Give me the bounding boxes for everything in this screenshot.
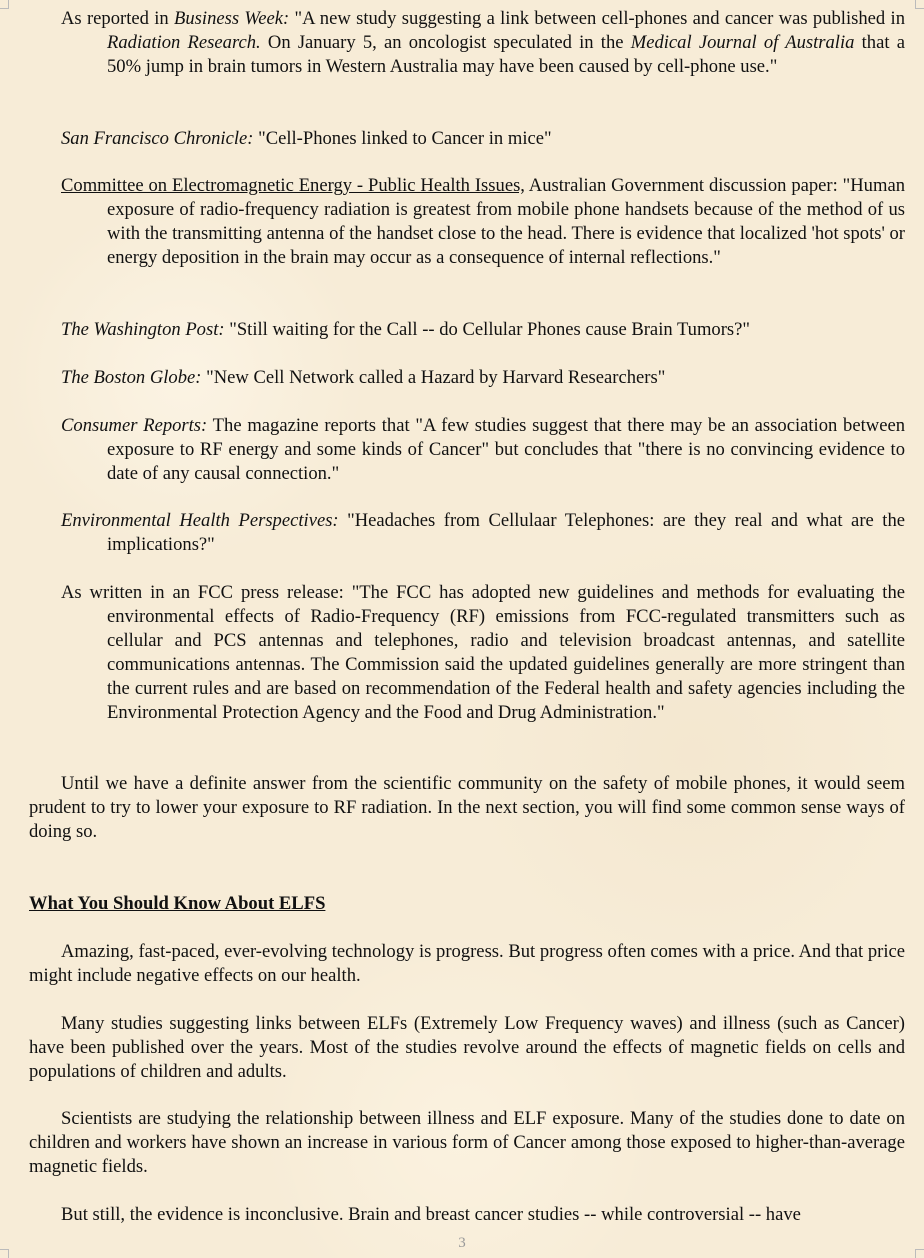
body-paragraph: [29, 1203, 905, 1227]
body-paragraph: [29, 940, 905, 988]
paragraph-text: Amazing, fast-paced, ever-evolving technology is progress. But progress often comes with a price. And that price might include negative effects on our health.: [29, 941, 905, 986]
quote-text: The magazine reports that "A few studies suggest that there may be an association between exposure to RF energy and some kinds of Cancer" but concludes that "there is no convincing evidence to date of any causal connection.": [107, 415, 905, 484]
paragraph-text: Many studies suggesting links between ELFs (Extremely Low Frequency waves) and illness (such as Cancer) have been published over the years. Most of the studies revolve around the effects of magnetic fields on cells and populations of children and adults.: [29, 1013, 905, 1082]
body-paragraph: [29, 1012, 905, 1084]
heading-text: What You Should Know About ELFS: [29, 893, 326, 914]
paragraph-text: Scientists are studying the relationship between illness and ELF exposure. Many of the studies done to date on children and workers have shown an increase in various form of Cancer among those exposed to higher-than-average magnetic fields.: [29, 1108, 905, 1177]
page-corner-mark: [915, 0, 924, 9]
quote-boston-globe: [29, 366, 905, 390]
quote-fcc: [29, 581, 905, 725]
quote-text: As reported in: [61, 8, 175, 29]
page-number: 3: [458, 1235, 466, 1251]
quote-text: "A new study suggesting a link between cell-phones and cancer was published in: [289, 8, 905, 29]
body-paragraph: [29, 1107, 905, 1179]
quote-source: Environmental Health Perspectives:: [61, 510, 339, 531]
quote-business-week: [29, 7, 905, 79]
quote-source: San Francisco Chronicle:: [61, 128, 254, 149]
quote-text: As written in an FCC press release: "The FCC has adopted new guidelines and methods for evaluating the environmental effects of Radio-Frequency (RF) emissions from FCC-regulated transmitters such as cellular and PCS antennas and telephones, radio and television broadcast antennas, and satellite communications antennas. The Commission said the updated guidelines generally are more stringent than the current rules and are based on recommendation of the Federal health and safety agencies including the Environmental Protection Agency and the Food and Drug Administration.": [61, 582, 905, 723]
quote-text: that a 50% jump in brain tumors in Western Australia may have been caused by cell-phone use.": [107, 32, 905, 77]
quote-source: The Boston Globe:: [61, 367, 202, 388]
quote-text: "Headaches from Cellulaar Telephones: are they real and what are the implications?": [107, 510, 905, 555]
quote-source: Medical Journal of Australia: [630, 32, 855, 53]
quote-text: Australian Government discussion paper: "Human exposure of radio-frequency radiation is greatest from mobile phone handsets because of the method of us with the transmitting antenna of the handset close to the head. There is evidence that localized 'hot spots' or energy deposition in the brain may occur as a consequence of internal reflections.": [107, 175, 905, 268]
quote-source: Committee on Electromagnetic Energy - Public Health Issues,: [61, 175, 525, 196]
paragraph-text: Until we have a definite answer from the scientific community on the safety of mobile phones, it would seem prudent to try to lower your exposure to RF radiation. In the next section, you will find some common sense ways of doing so.: [29, 773, 905, 842]
quote-text: "Still waiting for the Call -- do Cellular Phones cause Brain Tumors?": [224, 319, 750, 340]
quote-source: Radiation Research.: [107, 32, 261, 53]
quote-text: "Cell-Phones linked to Cancer in mice": [253, 128, 552, 149]
paragraph-text: But still, the evidence is inconclusive. Brain and breast cancer studies -- while controversial -- have: [61, 1204, 801, 1225]
section-heading: [29, 892, 905, 916]
quote-sf-chronicle: [29, 127, 905, 151]
quote-committee: [29, 174, 905, 270]
quote-source: Consumer Reports:: [61, 415, 208, 436]
quote-source: The Washington Post:: [61, 319, 225, 340]
page-corner-mark: [0, 0, 9, 9]
quote-env-health: [29, 509, 905, 557]
quote-source: Business Week:: [174, 8, 290, 29]
conclusion-paragraph: [29, 772, 905, 844]
quote-washington-post: [29, 318, 905, 342]
quote-text: On January 5, an oncologist speculated in the: [260, 32, 631, 53]
quote-text: "New Cell Network called a Hazard by Harvard Researchers": [201, 367, 666, 388]
quote-consumer-reports: [29, 414, 905, 486]
